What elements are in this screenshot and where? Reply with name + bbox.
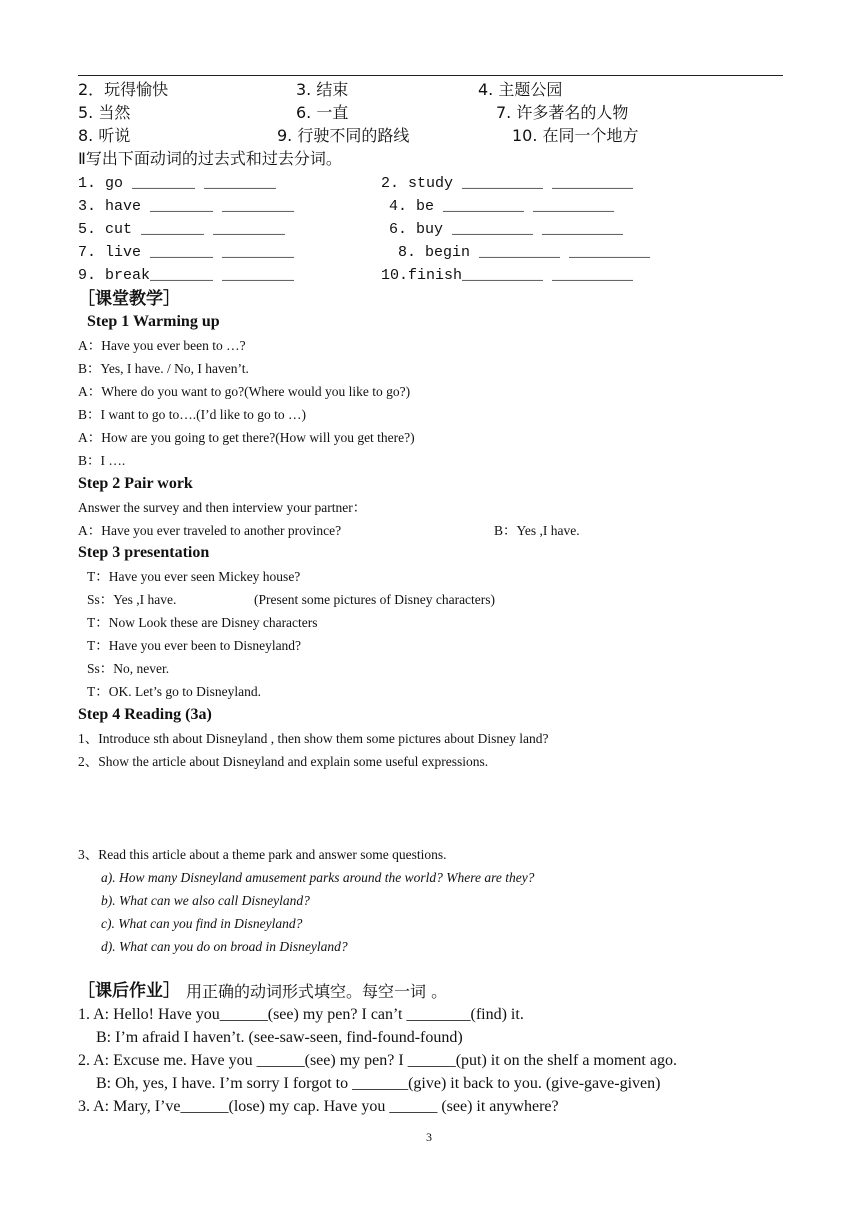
- vocab-item: 9. 行驶不同的路线: [277, 126, 410, 145]
- classroom-title: ［课堂教学］: [78, 289, 180, 309]
- verb-item: 8. begin _________ _________: [398, 244, 651, 261]
- dialogue-line: B：I want to go to….(I’d like to go to …): [78, 407, 306, 422]
- vocab-item: 3. 结束: [296, 80, 349, 99]
- verb-item: 2. study _________ _________: [381, 175, 634, 192]
- dialogue-line: A：Where do you want to go?(Where would you like to go?): [78, 384, 411, 399]
- dialogue-line: A：Have you ever been to …?: [78, 338, 246, 353]
- stage-note: (Present some pictures of Disney characters): [254, 592, 496, 607]
- verb-item: 7. live _______ ________: [78, 244, 295, 261]
- dialogue-line: A：Have you ever traveled to another province?: [78, 523, 342, 538]
- page-number: 3: [426, 1130, 432, 1144]
- reading-question: d). What can you do on broad in Disneyland?: [101, 939, 348, 954]
- reading-item: 1、Introduce sth about Disneyland , then show them some pictures about Disney land?: [78, 731, 549, 746]
- verb-item: 10.finish_________ _________: [381, 267, 634, 284]
- verb-item: 3. have _______ ________: [78, 198, 295, 215]
- dialogue-line: Ss：Yes ,I have.: [87, 592, 177, 607]
- reading-question: a). How many Disneyland amusement parks around the world? Where are they?: [101, 870, 535, 885]
- reading-question: c). What can you find in Disneyland?: [101, 916, 303, 931]
- section2-title: Ⅱ写出下面动词的过去式和过去分词。: [78, 149, 342, 168]
- dialogue-line: T：Have you ever seen Mickey house?: [87, 569, 301, 584]
- step2-intro: Answer the survey and then interview your partner：: [78, 500, 367, 515]
- reading-question: b). What can we also call Disneyland?: [101, 893, 310, 908]
- reading-item: 3、Read this article about a theme park and answer some questions.: [78, 847, 447, 862]
- vocab-item: 10. 在同一个地方: [512, 126, 639, 145]
- exercise-line: 3. A: Mary, I’ve______(lose) my cap. Have you ______ (see) it anywhere?: [78, 1098, 559, 1115]
- verb-item: 5. cut _______ ________: [78, 221, 286, 238]
- vocab-item: 2．玩得愉快: [78, 80, 169, 99]
- vocab-item: 5. 当然: [78, 103, 131, 122]
- dialogue-line: B：Yes ,I have.: [494, 523, 580, 538]
- vocab-item: 8. 听说: [78, 126, 131, 145]
- vocab-item: 6. 一直: [296, 103, 349, 122]
- dialogue-line: B：I ….: [78, 453, 126, 468]
- verb-item: 4. be _________ _________: [389, 198, 615, 215]
- exercise-line: B: Oh, yes, I have. I’m sorry I forgot to _______(give) it back to you. (give-gave-given): [96, 1075, 661, 1092]
- step4-title: Step 4 Reading (3a): [78, 706, 212, 723]
- dialogue-line: B：Yes, I have. / No, I haven’t.: [78, 361, 249, 376]
- exercise-line: B: I’m afraid I haven’t. (see-saw-seen, find-found-found): [96, 1029, 463, 1046]
- step2-title: Step 2 Pair work: [78, 475, 193, 492]
- dialogue-line: T：OK. Let’s go to Disneyland.: [87, 684, 261, 699]
- dialogue-line: Ss：No, never.: [87, 661, 170, 676]
- step1-title: Step 1 Warming up: [87, 313, 220, 330]
- exercise-line: 1. A: Hello! Have you______(see) my pen? I can’t ________(find) it.: [78, 1006, 524, 1023]
- vocab-item: 4. 主题公园: [478, 80, 563, 99]
- homework-title: ［课后作业］: [78, 981, 180, 1001]
- verb-item: 1. go _______ ________: [78, 175, 277, 192]
- dialogue-line: T：Have you ever been to Disneyland?: [87, 638, 302, 653]
- dialogue-line: T：Now Look these are Disney characters: [87, 615, 318, 630]
- dialogue-line: A：How are you going to get there?(How will you get there?): [78, 430, 415, 445]
- homework-instruction: 用正确的动词形式填空。每空一词 。: [186, 982, 448, 1001]
- verb-item: 6. buy _________ _________: [389, 221, 624, 238]
- top-rule: [78, 75, 783, 76]
- exercise-line: 2. A: Excuse me. Have you ______(see) my pen? I ______(put) it on the shelf a moment ago.: [78, 1052, 677, 1069]
- step3-title: Step 3 presentation: [78, 544, 210, 561]
- verb-item: 9. break_______ ________: [78, 267, 295, 284]
- vocab-item: 7. 许多著名的人物: [496, 103, 629, 122]
- reading-item: 2、Show the article about Disneyland and explain some useful expressions.: [78, 754, 489, 769]
